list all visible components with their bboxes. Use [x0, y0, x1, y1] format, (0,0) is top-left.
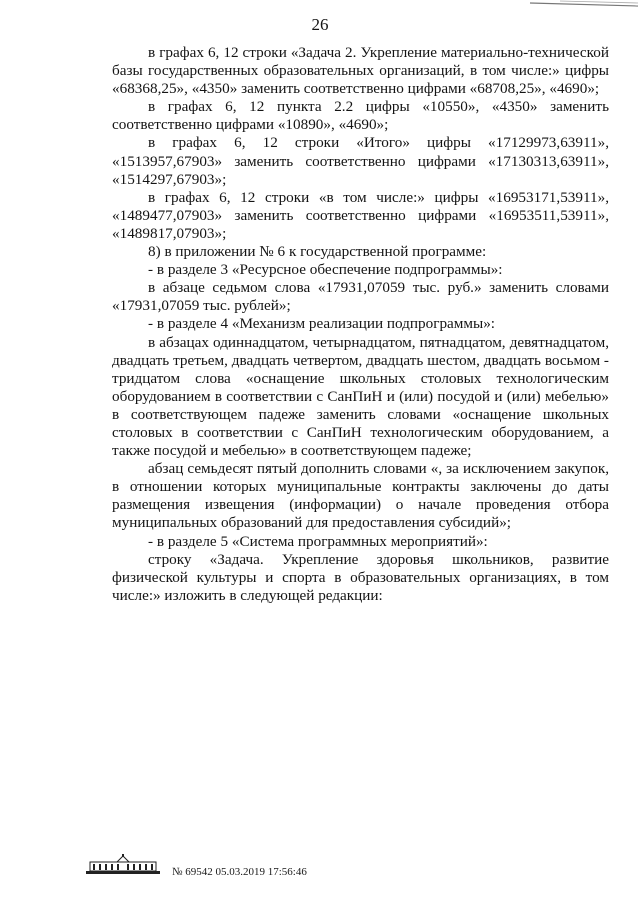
- page-number: 26: [311, 15, 329, 34]
- paragraph: - в разделе 5 «Система программных мероприятий»:: [148, 532, 488, 550]
- paragraph: в абзаце седьмом слова «17931,07059 тыс. руб.» заменить словами «17931,07059 тыс. рублей»;: [112, 279, 609, 315]
- registration-stamp: № 69542 05.03.2019 17:56:46: [172, 866, 307, 878]
- document-body: [112, 44, 609, 605]
- paragraph: - в разделе 3 «Ресурсное обеспечение подпрограммы»:: [148, 261, 503, 279]
- paragraph: в графах 6, 12 пункта 2.2 цифры «10550», «4350» заменить соответственно цифрами «10890», «4690»;: [112, 98, 609, 134]
- paragraph: в графах 6, 12 строки «Задача 2. Укрепление материально-технической базы государственных образовательных организаций, в том числе:» цифры «68368,25», «4350» заменить соответственно цифрами «68708,25», «4690»;: [112, 44, 609, 98]
- paragraph: строку «Задача. Укрепление здоровья школьников, развитие физической культуры и спорта в образовательных организациях, в том числе:» изложить в следующей редакции:: [112, 550, 609, 604]
- paragraph: 8) в приложении № 6 к государственной программе:: [148, 243, 487, 261]
- paragraph: в графах 6, 12 строки «Итого» цифры «17129973,63911», «1513957,67903» заменить соответственно цифрами «17130313,63911», «1514297,67903»;: [112, 134, 609, 188]
- paragraph: абзац семьдесят пятый дополнить словами «, за исключением закупок, в отношении которых муниципальные контракты заключены до даты размещения извещения (информации) о начале проведения отбора муниципальных образований для предоставления субсидий»;: [112, 460, 609, 532]
- paragraph: - в разделе 4 «Механизм реализации подпрограммы»:: [148, 315, 496, 333]
- paragraph: в графах 6, 12 строки «в том числе:» цифры «16953171,53911», «1489477,07903» заменить соответственно цифрами «16953511,53911», «1489817,07903»;: [112, 188, 609, 242]
- scan-artifact: [520, 0, 640, 14]
- paragraph: в абзацах одиннадцатом, четырнадцатом, пятнадцатом, девятнадцатом, двадцать третьем, двадцать четвертом, двадцать шестом, двадцать восьмом - тридцатом слова «оснащение школьных столовых технологическим оборудованием в соответствии с СанПиН и (или) посудой и (или) мебелью» в соответствующем падеже заменить словами «оснащение школьных столовых в соответствии с СанПиН технологическим оборудованием, а также посудой и мебелью» в соответствующем падеже;: [112, 333, 609, 460]
- legislature-logo-icon: [84, 854, 162, 876]
